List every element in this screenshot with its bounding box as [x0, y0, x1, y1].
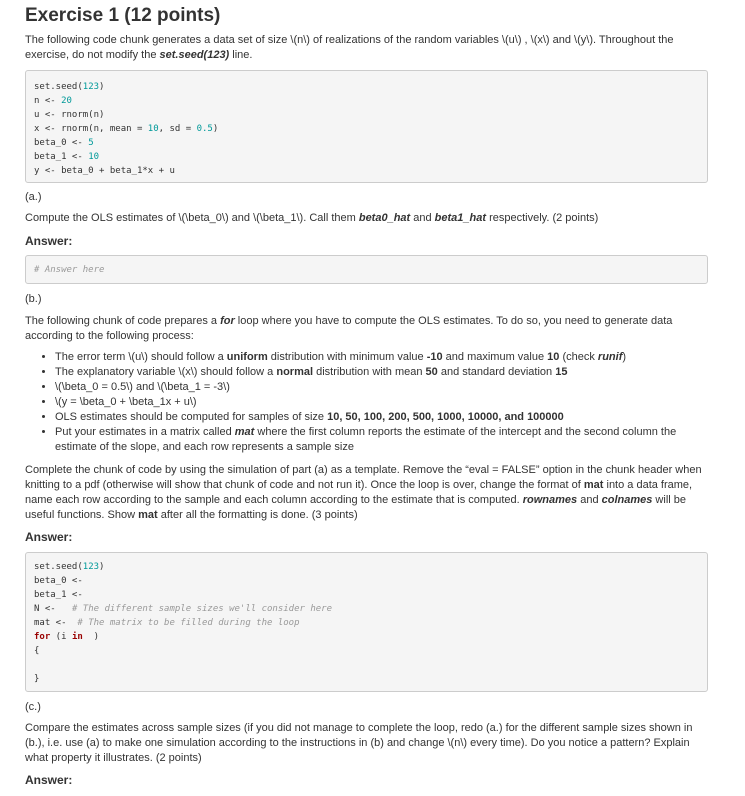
code-comment: # Answer here — [34, 265, 105, 275]
code-line: set.seed(123) — [34, 562, 105, 572]
code-line: } — [34, 674, 40, 684]
list-item: • OLS estimates should be computed for samples of size 10, 50, 100, 200, 500, 1000, 10000, and 100000 — [55, 410, 708, 425]
part-a-label: (a.) — [25, 191, 42, 203]
part-b-paragraph-1: The following chunk of code prepares a for loop where you have to compute the OLS estimates. To do so, you need to generate data according to the following process: — [25, 315, 673, 342]
list-item: • The error term \(u\) should follow a uniform distribution with minimum value -10 and maximum value 10 (check runif) — [55, 350, 708, 365]
answer-label-a: Answer: — [25, 234, 73, 248]
code-line: N <- # The different sample sizes we'll consider here — [34, 604, 333, 614]
part-c-label: (c.) — [25, 701, 41, 713]
list-item: • The explanatory variable \(x\) should follow a normal distribution with mean 50 and standard deviation 15 — [55, 365, 708, 380]
intro-paragraph — [25, 33, 708, 63]
list-item: • \(y = \beta_0 + \beta_1x + u\) — [55, 395, 708, 410]
code-block-answer-b[interactable] — [25, 552, 708, 692]
code-line: y <- beta_0 + beta_1*x + u — [34, 166, 175, 176]
intro-text-end: line. — [229, 49, 253, 61]
answer-label-b: Answer: — [25, 530, 73, 544]
part-b-paragraph-2: Complete the chunk of code by using the simulation of part (a) as a template. Remove the “eval = FALSE” option in the chunk header when knitting to a pdf (otherwise will show that chunk of code and not run it). Once the loop is over, change the format of mat into a data frame, name each row according to the sample and each column according to the estimate that is computed. rownames and colnames will be useful functions. Show mat after all the formatting is done. (3 points) — [25, 464, 702, 521]
code-line — [34, 658, 699, 672]
part-a-question: Compute the OLS estimates of \(\beta_0\) and \(\beta_1\). Call them beta0_hat and beta1_hat respectively. (2 points) — [25, 212, 599, 224]
code-line: beta_1 <- 10 — [34, 152, 100, 162]
intro-seed-emphasis: set.seed(123) — [159, 49, 230, 61]
part-b-label: (b.) — [25, 293, 42, 305]
answer-label-c: Answer: — [25, 773, 73, 787]
list-item: • \(\beta_0 = 0.5\) and \(\beta_1 = -3\) — [55, 380, 708, 395]
list-item: • Put your estimates in a matrix called mat where the first column reports the estimate of the intercept and the second column the estimate of the slope, and each row represents a sample size — [55, 425, 708, 455]
code-line: n <- 20 — [34, 96, 72, 106]
exercise-title: Exercise 1 (12 points) — [25, 5, 221, 26]
process-list — [25, 350, 708, 455]
part-c-question: Compare the estimates across sample sizes (if you did not manage to complete the loop, redo (a.) for the different sample sizes shown in (b.), i.e. use (a) to make one simulation according to the instructions in (b) and change \(n\) every time). Do you notice a pattern? Explain what property it illustrates. (2 points) — [25, 722, 693, 764]
code-block-answer-a[interactable] — [25, 255, 708, 284]
code-line: mat <- # The matrix to be filled during the loop — [34, 618, 300, 628]
intro-text: The following code chunk generates a data set of size \(n\) of realizations of the random variables \(u\) , \(x\) and \(y\). Throughout the exercise, do not modify the — [25, 34, 674, 61]
code-line: beta_0 <- — [34, 576, 89, 586]
code-block-setup[interactable] — [25, 70, 708, 183]
code-line: set.seed(123) — [34, 82, 105, 92]
code-line: beta_1 <- — [34, 590, 89, 600]
code-line: x <- rnorm(n, mean = 10, sd = 0.5) — [34, 124, 219, 134]
code-line: for (i in ) — [34, 632, 100, 642]
code-line: u <- rnorm(n) — [34, 110, 105, 120]
code-line: beta_0 <- 5 — [34, 138, 94, 148]
code-line: { — [34, 646, 40, 656]
